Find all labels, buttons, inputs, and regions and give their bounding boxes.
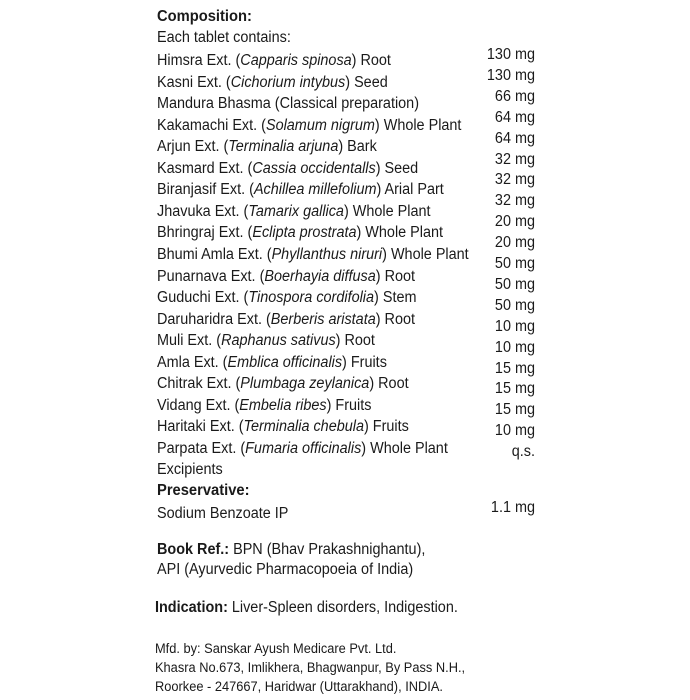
ingredient-name bbox=[157, 246, 469, 264]
preservative-heading: Preservative: bbox=[157, 482, 250, 499]
ingredient-amount: 50 mg bbox=[494, 296, 535, 314]
ingredient-latin-name: Capparis spinosa bbox=[240, 52, 352, 69]
ingredient-amount: 32 mg bbox=[494, 150, 535, 168]
ingredient-amount: 32 mg bbox=[494, 171, 535, 189]
ingredient-name bbox=[157, 268, 415, 286]
ingredient-part: ) Seed bbox=[375, 159, 419, 177]
ingredient-amount: 15 mg bbox=[494, 380, 535, 398]
ingredient-part: ) Whole Plant bbox=[343, 202, 431, 220]
ingredient-name-text: Kasni Ext. ( bbox=[157, 73, 231, 91]
ingredient-amount: 15 mg bbox=[494, 401, 535, 419]
ingredient-name bbox=[157, 397, 371, 415]
ingredient-amount: 50 mg bbox=[494, 255, 535, 272]
ingredient-latin-name: Solamum nigrum bbox=[265, 116, 375, 134]
ingredient-latin-name: Embelia ribes bbox=[239, 396, 327, 414]
ingredient-name-text: Mandura Bhasma (Classical preparation) bbox=[157, 95, 419, 113]
composition-heading: Composition: bbox=[157, 8, 252, 25]
ingredient-name bbox=[157, 461, 223, 479]
ingredient-amount: 10 mg bbox=[494, 338, 535, 356]
ingredient-part: ) Fruits bbox=[326, 396, 372, 414]
ingredient-name bbox=[157, 332, 375, 350]
ingredient-latin-name: Terminalia arjuna bbox=[228, 138, 339, 156]
ingredient-latin-name: Tinospora cordifolia bbox=[248, 289, 375, 307]
ingredient-name bbox=[157, 138, 377, 156]
ingredient-name-text: Amla Ext. ( bbox=[157, 353, 228, 371]
ingredient-latin-name: Boerhayia diffusa bbox=[264, 267, 376, 285]
indication-text: Liver-Spleen disorders, Indigestion. bbox=[227, 599, 458, 616]
ingredient-name bbox=[157, 418, 409, 436]
ingredient-part: ) Root bbox=[369, 375, 409, 393]
book-ref-text: BPN (Bhav Prakashnighantu), bbox=[229, 541, 426, 558]
manufacturer-line1: Mfd. by: Sanskar Ayush Medicare Pvt. Ltd. bbox=[155, 641, 397, 656]
ingredient-name-text: Excipients bbox=[157, 461, 223, 479]
ingredient-amount: 64 mg bbox=[494, 108, 535, 126]
ingredient-name-text: Daruharidra Ext. ( bbox=[157, 310, 271, 328]
ingredient-name-text: Punarnava Ext. ( bbox=[157, 267, 265, 285]
ingredient-part: ) Whole Plant bbox=[361, 439, 448, 457]
ingredient-name-text: Kakamachi Ext. ( bbox=[157, 116, 266, 134]
ingredient-name bbox=[157, 289, 416, 307]
manufacturer-line2: Khasra No.673, Imlikhera, Bhagwanpur, By Pass N.H., bbox=[155, 660, 466, 675]
ingredient-name-text: Bhringraj Ext. ( bbox=[157, 224, 253, 242]
ingredient-name-text: Bhumi Amla Ext. ( bbox=[157, 246, 272, 263]
ingredient-latin-name: Achillea millefolium bbox=[253, 181, 377, 199]
ingredient-part: ) Root bbox=[375, 310, 415, 328]
ingredient-latin-name: Plumbaga zeylanica bbox=[240, 375, 370, 393]
ingredient-name bbox=[157, 117, 461, 135]
ingredient-amount: q.s. bbox=[511, 443, 535, 461]
ingredient-part: ) Fruits bbox=[363, 418, 409, 436]
ingredient-name bbox=[157, 74, 388, 92]
ingredient-part: ) Stem bbox=[374, 289, 417, 307]
ingredient-latin-name: Terminalia chebula bbox=[243, 418, 364, 436]
manufacturer-line3: Roorkee - 247667, Haridwar (Uttarakhand), INDIA. bbox=[155, 679, 443, 694]
ingredient-name-text: Muli Ext. ( bbox=[157, 332, 222, 350]
ingredient-part: ) Whole Plant bbox=[374, 116, 462, 134]
ingredient-latin-name: Eclipta prostrata bbox=[252, 224, 357, 242]
ingredient-name bbox=[157, 52, 391, 70]
preservative-name: Sodium Benzoate IP bbox=[157, 505, 289, 522]
ingredient-latin-name: Berberis aristata bbox=[270, 310, 376, 328]
ingredient-name bbox=[157, 224, 443, 242]
ingredient-name-text: Parpata Ext. ( bbox=[157, 439, 246, 457]
ingredient-part: ) Whole Plant bbox=[382, 246, 469, 263]
ingredient-latin-name: Cichorium intybus bbox=[230, 73, 346, 91]
ingredient-name bbox=[157, 181, 444, 199]
ingredient-part: ) Root bbox=[375, 267, 416, 285]
ingredient-name-text: Haritaki Ext. ( bbox=[157, 418, 244, 436]
ingredient-latin-name: Fumaria officinalis bbox=[245, 439, 362, 457]
ingredient-part: ) Bark bbox=[338, 138, 377, 156]
composition-intro: Each tablet contains: bbox=[157, 29, 291, 46]
book-ref-label: Book Ref.: bbox=[157, 541, 230, 558]
ingredient-amount: 15 mg bbox=[494, 359, 535, 377]
ingredient-amount: 20 mg bbox=[494, 234, 535, 252]
preservative-amount: 1.1 mg bbox=[490, 499, 535, 516]
ingredient-amount: 10 mg bbox=[494, 317, 535, 335]
ingredient-name bbox=[157, 354, 387, 372]
book-ref-line2: API (Ayurvedic Pharmacopoeia of India) bbox=[157, 561, 414, 578]
ingredient-amount: 130 mg bbox=[486, 46, 535, 63]
ingredient-latin-name: Emblica officinalis bbox=[227, 353, 343, 371]
ingredient-name bbox=[157, 203, 430, 221]
ingredient-amount: 20 mg bbox=[494, 213, 535, 231]
ingredient-amount: 50 mg bbox=[494, 275, 535, 293]
ingredient-part: ) Whole Plant bbox=[356, 224, 444, 242]
ingredient-latin-name: Phyllanthus niruri bbox=[271, 246, 383, 263]
ingredient-amount: 130 mg bbox=[486, 66, 535, 84]
ingredient-latin-name: Cassia occidentalls bbox=[252, 159, 376, 177]
ingredient-part: ) Seed bbox=[345, 73, 388, 91]
indication-line bbox=[155, 599, 458, 617]
ingredient-amount: 32 mg bbox=[494, 192, 535, 210]
ingredient-name bbox=[157, 311, 415, 329]
ingredient-latin-name: Tamarix gallica bbox=[248, 202, 344, 220]
ingredient-name-text: Vidang Ext. ( bbox=[157, 396, 240, 414]
book-ref-line1 bbox=[157, 541, 425, 559]
ingredient-part: ) Root bbox=[351, 52, 391, 69]
ingredient-part: ) Fruits bbox=[342, 353, 387, 371]
ingredient-name-text: Himsra Ext. ( bbox=[157, 52, 241, 69]
ingredient-name bbox=[157, 375, 409, 393]
ingredient-amount: 64 mg bbox=[494, 129, 535, 147]
ingredient-name bbox=[157, 440, 448, 458]
ingredient-name-text: Chitrak Ext. ( bbox=[157, 375, 241, 393]
ingredient-name-text: Guduchi Ext. ( bbox=[157, 289, 249, 307]
ingredient-amount: 10 mg bbox=[494, 422, 535, 440]
ingredient-name bbox=[157, 95, 419, 113]
ingredient-name bbox=[157, 160, 418, 178]
ingredient-amount: 66 mg bbox=[494, 87, 535, 105]
ingredient-name-text: Kasmard Ext. ( bbox=[157, 159, 253, 177]
ingredient-name-text: Biranjasif Ext. ( bbox=[157, 181, 254, 199]
indication-label: Indication: bbox=[155, 599, 228, 616]
ingredient-name-text: Jhavuka Ext. ( bbox=[157, 202, 249, 220]
ingredient-part: ) Arial Part bbox=[376, 181, 444, 199]
ingredient-latin-name: Raphanus sativus bbox=[221, 332, 336, 350]
ingredient-name-text: Arjun Ext. ( bbox=[157, 138, 229, 156]
ingredient-part: ) Root bbox=[335, 332, 375, 350]
